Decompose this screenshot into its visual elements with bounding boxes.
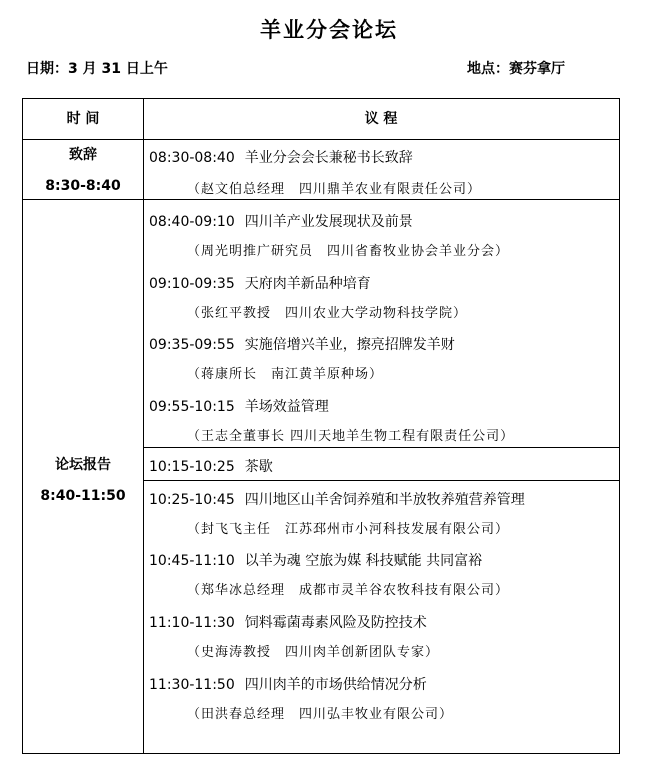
- agenda-time: 10:25-10:45: [149, 492, 235, 508]
- column-header-agenda: 议 程: [364, 111, 398, 127]
- agenda-topic: 四川肉羊的市场供给情况分析: [244, 677, 427, 693]
- agenda-speaker: （张红平教授 四川农业大学动物科技学院）: [187, 306, 468, 321]
- agenda-time: 08:30-08:40: [149, 150, 235, 166]
- agenda-topic: 以羊为魂 空旅为媒 科技赋能 共同富裕: [244, 553, 483, 569]
- agenda-speaker: （史海涛教授 四川肉羊创新团队专家）: [187, 645, 440, 660]
- agenda-item: [149, 273, 371, 293]
- agenda-time: 09:55-10:15: [149, 399, 235, 415]
- agenda-item: [149, 489, 525, 509]
- section-opening-name: 致辞: [69, 147, 97, 163]
- break-divider-top: [143, 447, 619, 448]
- agenda-speaker: （封飞飞主任 江苏邳州市小河科技发展有限公司）: [187, 522, 510, 537]
- agenda-speaker: （赵文伯总经理 四川鼎羊农业有限责任公司）: [187, 182, 482, 197]
- section-reports-name: 论坛报告: [55, 457, 111, 473]
- location-label: 地点：赛芬拿厅: [467, 61, 565, 77]
- agenda-speaker: （郑华冰总经理 成都市灵羊谷农牧科技有限公司）: [187, 583, 510, 598]
- agenda-time: 08:40-09:10: [149, 214, 235, 230]
- agenda-speaker: （蒋康所长 南江黄羊原种场）: [187, 367, 384, 382]
- agenda-topic: 饲料霉菌毒素风险及防控技术: [244, 615, 427, 631]
- agenda-item: [149, 396, 329, 416]
- agenda-topic: 实施倍增兴羊业，擦亮招牌发羊财: [244, 337, 455, 353]
- agenda-time: 10:15-10:25: [149, 459, 235, 475]
- agenda-time: 11:30-11:50: [149, 677, 235, 693]
- agenda-time: 09:35-09:55: [149, 337, 235, 353]
- agenda-item: [149, 674, 427, 694]
- agenda-item: [149, 612, 427, 632]
- agenda-topic: 四川羊产业发展现状及前景: [244, 214, 413, 230]
- column-header-time: 时 间: [66, 111, 100, 127]
- agenda-time: 09:10-09:35: [149, 276, 235, 292]
- section-reports-time: 8:40-11:50: [40, 488, 126, 504]
- agenda-table: [22, 98, 620, 754]
- agenda-topic: 茶歇: [244, 459, 273, 475]
- agenda-speaker: （王志全董事长 四川天地羊生物工程有限责任公司）: [187, 429, 515, 444]
- agenda-time: 10:45-11:10: [149, 553, 235, 569]
- agenda-item-break: [149, 456, 273, 476]
- agenda-topic: 四川地区山羊舍饲养殖和半放牧养殖营养管理: [244, 492, 525, 508]
- agenda-item: [149, 147, 413, 167]
- agenda-topic: 天府肉羊新品种培育: [244, 276, 371, 292]
- agenda-item: [149, 334, 455, 354]
- agenda-time: 11:10-11:30: [149, 615, 235, 631]
- agenda-item: [149, 550, 482, 570]
- agenda-speaker: （周光明推广研究员 四川省畜牧业协会羊业分会）: [187, 244, 510, 259]
- agenda-topic: 羊场效益管理: [244, 399, 329, 415]
- agenda-item: [149, 211, 413, 231]
- column-divider: [143, 99, 144, 753]
- agenda-topic: 羊业分会会长兼秘书长致辞: [244, 150, 413, 166]
- section-opening-time: 8:30-8:40: [45, 178, 121, 194]
- break-divider-bottom: [143, 480, 619, 481]
- date-label: 日期：3 月 31 日上午: [26, 61, 168, 77]
- agenda-speaker: （田洪春总经理 四川弘丰牧业有限公司）: [187, 707, 454, 722]
- page-title: 羊业分会论坛: [260, 18, 398, 42]
